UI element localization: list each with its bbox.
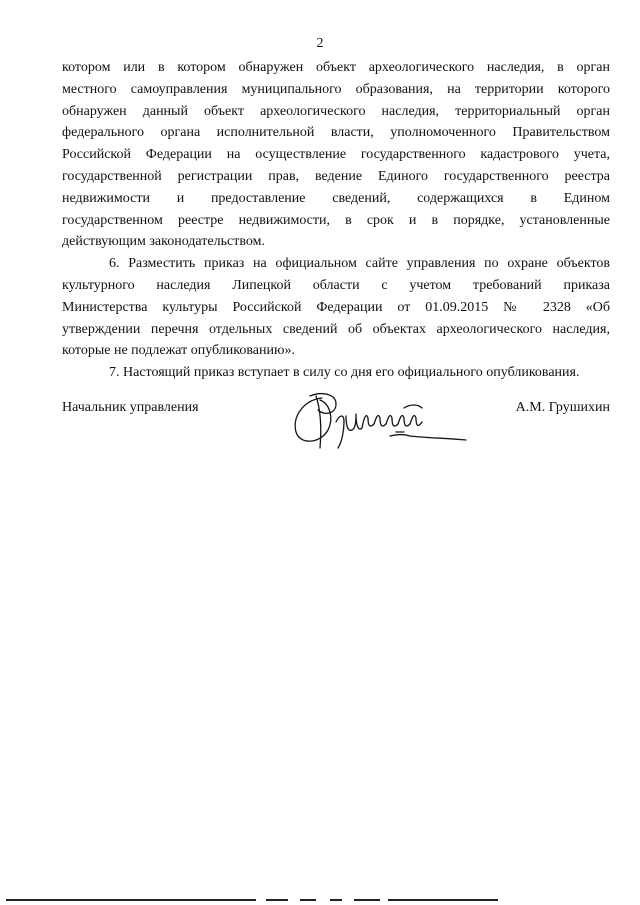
footer-rule [388, 899, 498, 901]
footer-rule [300, 899, 316, 901]
text-line: государственном реестре недвижимости, в срок и в порядке, установленные [62, 212, 610, 228]
footer-rule [330, 899, 342, 901]
text-line: Российской Федерации на осуществление государственного кадастрового учета, [62, 147, 610, 163]
text-line: недвижимости и предоставление сведений, содержащихся в Едином [62, 190, 610, 206]
text-line: государственной регистрации прав, ведение Единого государственного реестра [62, 168, 610, 184]
page-number: 2 [316, 36, 324, 51]
signer-name: А.М. Грушихин [515, 400, 610, 415]
text-line: 7. Настоящий приказ вступает в силу со дня его официального опубликования. [109, 365, 580, 381]
text-line: культурного наследия Липецкой области с учетом требований приказа [62, 277, 610, 293]
footer-rule [266, 899, 288, 901]
text-line: которые не подлежат опубликованию». [62, 343, 295, 359]
signer-title: Начальник управления [62, 400, 199, 415]
text-line: котором или в котором обнаружен объект археологического наследия, в орган [62, 60, 610, 75]
text-line: 6. Разместить приказ на официальном сайте управления по охране объектов [109, 256, 610, 272]
text-line: утверждении перечня отдельных сведений об объектах археологического наследия, [62, 321, 610, 337]
text-line: местного самоуправления муниципального образования, на территории которого [62, 81, 610, 97]
footer-rule [354, 899, 380, 901]
text-line: действующим законодательством. [62, 234, 265, 250]
footer-rule [6, 899, 256, 901]
text-line: федерального органа исполнительной власти, уполномоченного Правительством [62, 125, 610, 141]
text-line: обнаружен данный объект археологического наследия, территориальный орган [62, 103, 610, 119]
text-line: Министерства культуры Российской Федерации от 01.09.2015 № 2328 «Об [62, 299, 610, 315]
handwritten-signature [286, 382, 470, 452]
document-body [62, 57, 610, 384]
